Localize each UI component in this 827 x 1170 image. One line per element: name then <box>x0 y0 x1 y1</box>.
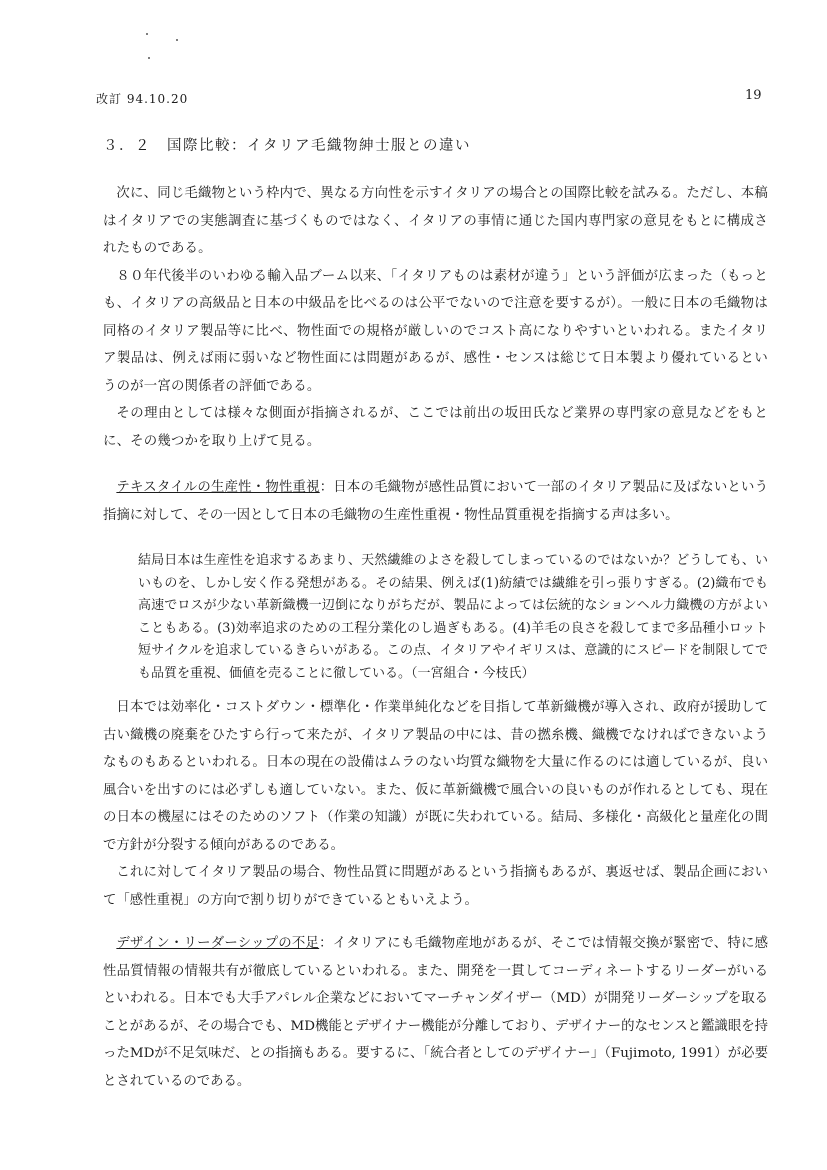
textile-discussion <box>103 694 768 914</box>
scan-speck <box>148 57 150 59</box>
quote-text: 結局日本は生産性を追求するあまり、天然繊維のよさを殺してしまっているのではないか？どうしても、いいものを、しかし安く作る発想がある。その結果、例えば(1)紡績では繊維を引っ張りすぎる。(2)織布でも高速でロスが少ない革新織機一辺倒になりがちだが、製品によっては伝統的なションヘル力織機の方がよいこともある。(3)効率追求のための工程分業化のし過ぎもある。(4)羊毛の良さを殺してまで多品種小ロット短サイクルを追求しているきらいがある。この点、イタリアやイギリスは、意識的にスピードを制限してでも品質を重視、価値を売ることに徹している。（一宮組合・今枝氏） <box>138 553 768 681</box>
scan-speck <box>146 33 148 35</box>
section-heading: ３．２ 国際比較：イタリア毛織物紳士服との違い <box>103 138 471 154</box>
paragraph: これに対してイタリア製品の場合、物性品質に問題があるという指摘もあるが、裏返せば、製品企画において「感性重視」の方向で割り切りができているともいえよう。 <box>103 865 768 908</box>
design-body: ：イタリアにも毛織物産地があるが、そこでは情報交換が緊密で、特に感性品質情報の情報共有が徹底しているといわれる。また、開発を一貫してコーディネートするリーダーがいるといわれる。日本でも大手アパレル企業などにおいてマーチャンダイザー（MD）が開発リーダーシップを取ることがあるが、その場合でも、MD機能とデザイナー機能が分離しており、デザイナー的なセンスと鑑識眼を持ったMDが不足気味だ、との指摘もある。要するに、「統合者としてのデザイナー」（Fujimoto, 1991）が必要とされているのである。 <box>103 936 768 1089</box>
textile-lead <box>103 474 768 529</box>
paragraph: その理由としては様々な側面が指摘されるが、ここでは前出の坂田氏など業界の専門家の意見などをもとに、その幾つかを取り上げて見る。 <box>103 406 768 449</box>
revision-date: 改訂 94.10.20 <box>96 92 189 106</box>
paragraph: ８０年代後半のいわゆる輸入品ブーム以来、「イタリアものは素材が違う」という評価が広まった（もっとも、イタリアの高級品と日本の中級品を比べるのは公平でないので注意を要するが）。一般に日本の毛織物は同格のイタリア製品等に比べ、物性面での規格が厳しいのでコスト高になりやすいといわれる。またイタリア製品は、例えば雨に弱いなど物性面には問題があるが、感性・センスは総じて日本製より優れているというのが一宮の関係者の評価である。 <box>103 268 768 394</box>
paragraph: 日本では効率化・コストダウン・標準化・作業単純化などを目指して革新織機が導入され、政府が援助して古い織機の廃棄をひたすら行って来たが、イタリア製品の中には、昔の撚糸機、織機でなければできないようなものもあるといわれる。日本の現在の設備はムラのない均質な織物を大量に作るのには適しているが、良い風合いを出すのには必ずしも適していない。また、仮に革新織機で風合いの良いものが作れるとしても、現在の日本の機屋にはそのためのソフト（作業の知識）が既に失われている。結局、多様化・高級化と量産化の間で方針が分裂する傾向があるのである。 <box>103 700 768 853</box>
intro-section <box>103 180 768 455</box>
page-number: 19 <box>745 88 762 103</box>
design-lead <box>103 930 768 1095</box>
textile-section <box>103 474 768 529</box>
textile-body: ：日本の毛織物が感性品質において一部のイタリア製品に及ばないという指摘に対して、その一因として日本の毛織物の生産性重視・物性品質重視を指摘する声は多い。 <box>103 480 769 523</box>
scan-speck <box>176 39 178 41</box>
textile-title: テキスタイルの生産性・物性重視 <box>116 480 320 495</box>
design-section <box>103 930 768 1095</box>
expert-quote <box>138 550 768 685</box>
paragraph: 次に、同じ毛織物という枠内で、異なる方向性を示すイタリアの場合との国際比較を試みる。ただし、本稿はイタリアでの実態調査に基づくものではなく、イタリアの事情に通じた国内専門家の意見をもとに構成されたものである。 <box>103 186 768 256</box>
design-title: デザイン・リーダーシップの不足 <box>116 936 320 951</box>
